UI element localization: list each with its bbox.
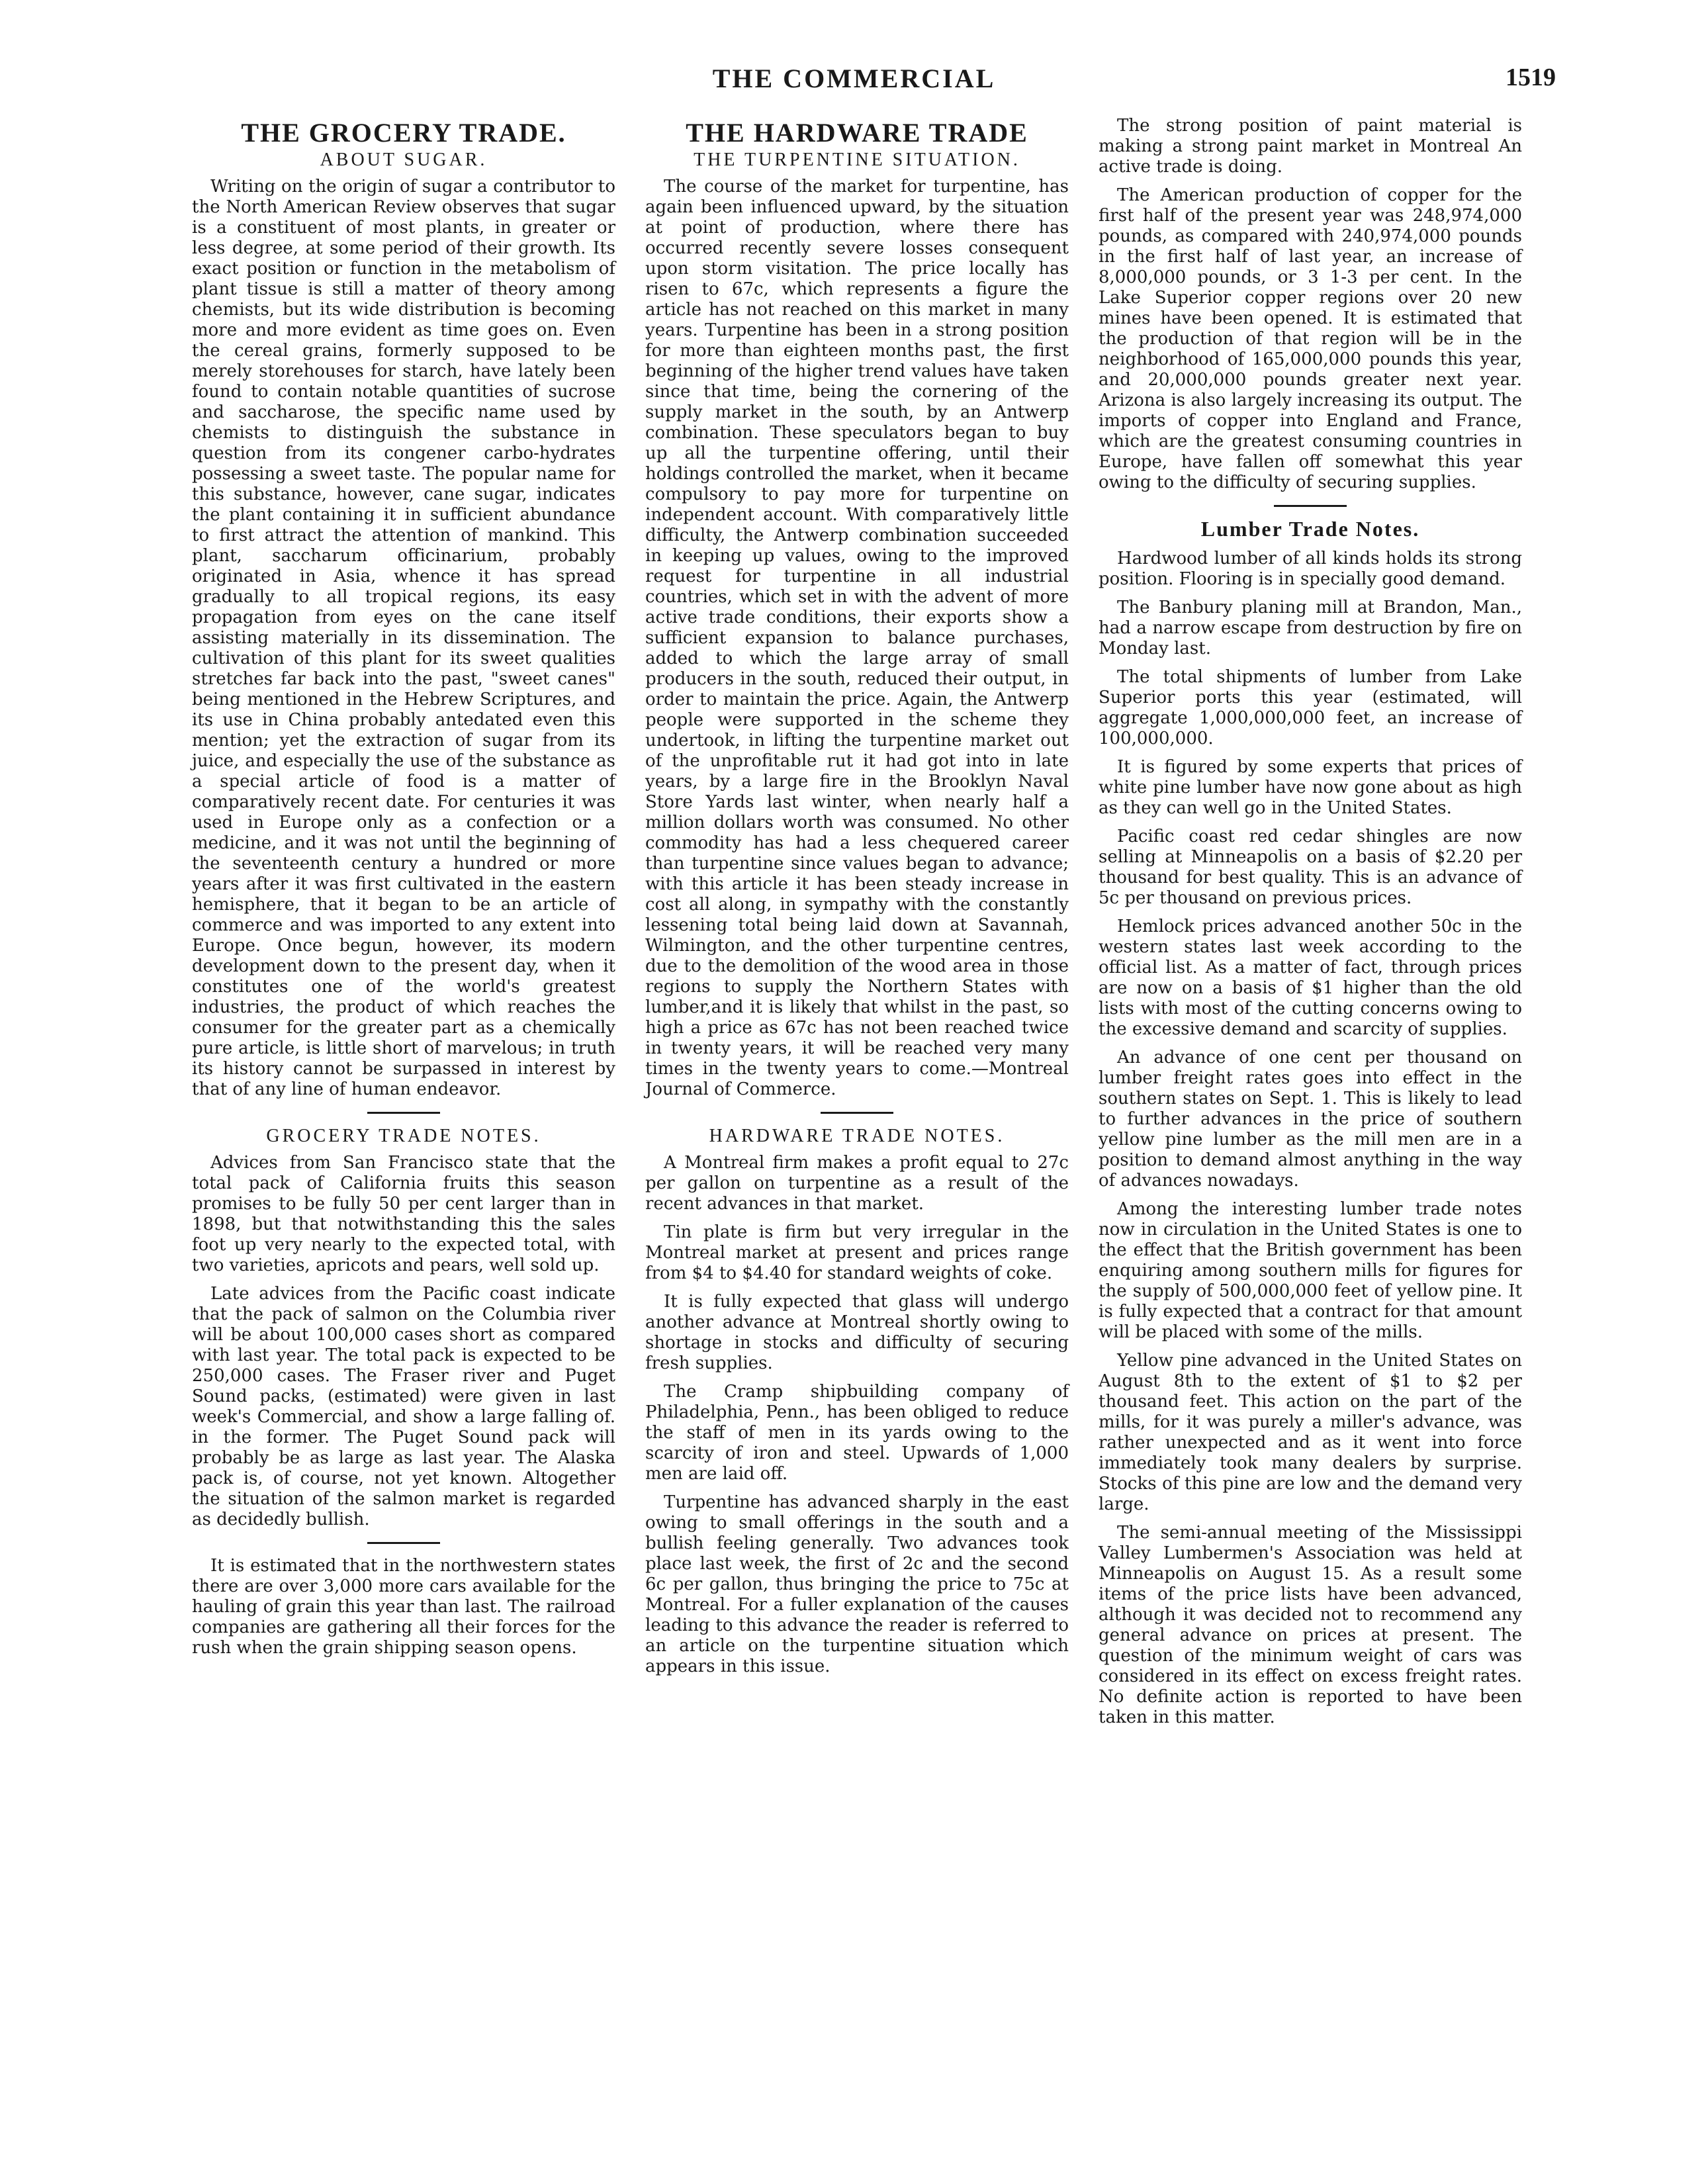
column-1 <box>192 116 615 1736</box>
section-divider <box>367 1542 440 1544</box>
running-head <box>0 63 1708 103</box>
article-paragraph: The total shipments of lumber from Lake Superior ports this year (estimated, will aggregate 1,000,000,000 feet, an increase of 100,000,000. <box>1099 667 1522 748</box>
masthead: THE COMMERCIAL <box>712 64 996 93</box>
department-heading: THE HARDWARE TRADE <box>686 118 1028 148</box>
article-paragraph: An advance of one cent per thousand on lumber freight rates goes into effect in the southern states on Sept. 1. This is likely to lead to further advances in the price of southern yellow pine lumber as the mill men are in a position to demand almost anything in the way of advances nowadays. <box>1099 1048 1522 1191</box>
article-paragraph: Among the interesting lumber trade notes now in circulation in the United States is one to the effect that the British government has been enquiring among southern mills for figures for the supply of 500,000,000 feet of yellow pine. It is fully expected that a contract for that amount will be placed with some of the mills. <box>1099 1199 1522 1342</box>
section-divider <box>821 1112 893 1114</box>
article-paragraph: The course of the market for turpentine, has again been influenced upward, by the situation at point of production, where there has occurred recently severe losses consequent upon storm visitation. The price locally has risen to 67c, which represents a figure the article has not reached on this market in many years. Turpentine has been in a strong position for more than eighteen months past, the first beginning of the higher trend values have taken since that time, being the cornering of the supply market in the south, by an Antwerp combination. These speculators began to buy up all the turpentine offering, until their holdings controlled the market, when it became compulsory to pay more for turpentine on independent account. With comparatively little difficulty, the Antwerp combination succeeded in keeping up values, owing to the improved request for turpentine in all industrial countries, which set in with the advent of more active trade conditions, their exports show a sufficient expansion to balance purchases, added to which the large array of small producers in the south, reduced their output, in order to maintain the price. Again, the Antwerp people were supported in the scheme they undertook, in lifting the turpentine market out of the unprofitable rut it had got into in late years, by a large fire in the Brooklyn Naval Store Yards last winter, when nearly half a million dollars worth was consumed. No other commodity has had a less chequered career than turpentine since values began to advance; with this article it has been steady increase in cost all along, in sympathy with the constantly lessening total being laid down at Savannah, Wilmington, and the other turpentine centres, due to the demolition of the wood area in those regions to supply the Northern States with lumber,and it is likely that whilst in the past, so high a price as 67c has not been reached twice in twenty years, it will be reached very many times in the twenty years to come.—Montreal Journal of Commerce. <box>645 177 1069 1099</box>
article-paragraph: Turpentine has advanced sharply in the east owing to small offerings in the south and a bullish feeling generally. Two advances took place last week, the first of 2c and the second 6c per gallon, thus bringing the price to 75c at Montreal. For a fuller explanation of the causes leading to this advance the reader is referred to an article on the turpentine situation which appears in this issue. <box>645 1492 1069 1676</box>
article-paragraph: It is estimated that in the northwestern states there are over 3,000 more cars available for the hauling of grain this year than last. The railroad companies are gathering all their forces for the rush when the grain shipping season opens. <box>192 1556 615 1658</box>
article-paragraph: It is fully expected that glass will undergo another advance at Montreal shortly owing to shortage in stocks and difficulty of securing fresh supplies. <box>645 1292 1069 1373</box>
article-paragraph: Hemlock prices advanced another 50c in the western states last week according to the official list. As a matter of fact, through prices are now on a basis of $1 higher than the old lists with most of the cutting concerns owing to the excessive demand and scarcity of supplies. <box>1099 917 1522 1039</box>
page-number: 1519 <box>1506 64 1556 91</box>
article-paragraph: Writing on the origin of sugar a contributor to the North American Review observes that sugar is a constituent of most plants, in greater or less degree, at some period of their growth. Its exact position or function in the metabolism of plant tissue is still a matter of theory among chemists, but its wide distribution is becoming more and more evident as time goes on. Even the cereal grains, formerly supposed to be merely storehouses for starch, have lately been found to contain notable quantities of sucrose and saccharose, the specific name used by chemists to distinguish the substance in question from its congener carbo-hydrates possessing a sweet taste. The popular name for this substance, however, cane sugar, indicates the plant containing it in sufficient abundance to first attract the attention of mankind. This plant, saccharum officinarium, probably originated in Asia, whence it has spread gradually to all tropical regions, its easy propagation from eyes on the cane itself assisting materially in its dissemination. The cultivation of this plant for its sweet qualities stretches far back into the past, "sweet canes" being mentioned in the Hebrew Scriptures, and its use in China probably antedated even this mention; yet the extraction of sugar from its juice, and especially the use of the substance as a special article of food is a matter of comparatively recent date. For centuries it was used in Europe only as a confection or a medicine, and it was not until the beginning of the seventeenth century a hundred or more years after it was first cultivated in the eastern hemisphere, that it began to be an article of commerce and was imported to any extent into Europe. Once begun, however, its modern development down to the present day, when it constitutes one of the world's greatest industries, the product of which reaches the consumer for the greater part as a chemically pure article, is little short of marvelous; in truth its history cannot be surpassed in interest by that of any line of human endeavor. <box>192 177 615 1099</box>
section-subheading: Lumber Trade Notes. <box>1200 517 1420 541</box>
section-divider <box>367 1112 440 1114</box>
article-paragraph: Tin plate is firm but very irregular in the Montreal market at present and prices range from $4 to $4.40 for standard weights of coke. <box>645 1222 1069 1283</box>
article-paragraph: Hardwood lumber of all kinds holds its strong position. Flooring is in specially good demand. <box>1099 549 1522 589</box>
article-paragraph: Yellow pine advanced in the United States on August 8th to the extent of $1 to $2 per thousand feet. This action on the part of the mills, for it was purely a miller's advance, was rather unexpected and as it went into force immediately took many dealers by surprise. Stocks of this pine are low and the demand very large. <box>1099 1351 1522 1514</box>
article-paragraph: Late advices from the Pacific coast indicate that the pack of salmon on the Columbia river will be about 100,000 cases short as compared with last year. The total pack is expected to be 250,000 cases. The Fraser river and Puget Sound packs, (estimated) were given in last week's Commercial, and show a large falling of. in the former. The Puget Sound pack will probably be as large as last year. The Alaska pack is, of course, not yet known. Altogether the situation of the salmon market is regarded as decidedly bullish. <box>192 1284 615 1529</box>
column-3 <box>1099 116 1522 1736</box>
column-2 <box>645 116 1069 1736</box>
section-subheading: GROCERY TRADE NOTES. <box>266 1126 541 1146</box>
article-paragraph: The Cramp shipbuilding company of Philadelphia, Penn., has been obliged to reduce the staff of men in its yards owing to the scarcity of iron and steel. Upwards of 1,000 men are laid off. <box>645 1382 1069 1484</box>
section-subheading: THE TURPENTINE SITUATION. <box>694 150 1020 170</box>
article-paragraph: The American production of copper for the first half of the present year was 248,974,000 pounds, as compared with 240,974,000 pounds in the first half of last year, an increase of 8,000,000 pounds, or 3 1-3 per cent. In the Lake Superior copper regions over 20 new mines have been opened. It is estimated that the production of that region will be in the neighborhood of 165,000,000 pounds this year, and 20,000,000 pounds greater next year. Arizona is also largely increasing its output. The imports of copper into England and France, which are the greatest consuming countries in Europe, have fallen off somewhat this year owing to the difficulty of securing supplies. <box>1099 185 1522 492</box>
article-paragraph: Pacific coast red cedar shingles are now selling at Minneapolis on a basis of $2.20 per thousand for best quality. This is an advance of 5c per thousand on previous prices. <box>1099 827 1522 908</box>
article-paragraph: The strong position of paint material is making a strong paint market in Montreal An active trade is doing. <box>1099 116 1522 177</box>
article-paragraph: The Banbury planing mill at Brandon, Man., had a narrow escape from destruction by fire on Monday last. <box>1099 598 1522 658</box>
section-divider <box>1274 505 1347 507</box>
section-subheading: HARDWARE TRADE NOTES. <box>709 1126 1005 1146</box>
article-paragraph: It is figured by some experts that prices of white pine lumber have now gone about as high as they can well go in the United States. <box>1099 757 1522 818</box>
article-columns <box>192 116 1522 1736</box>
article-paragraph: Advices from San Francisco state that the total pack of California fruits this season promises to be fully 50 per cent larger than in 1898, but that notwithstanding this the sales foot up very nearly to the expected total, with two varieties, apricots and pears, well sold up. <box>192 1153 615 1275</box>
section-subheading: ABOUT SUGAR. <box>320 150 488 170</box>
article-paragraph: A Montreal firm makes a profit equal to 27c per gallon on turpentine as a result of the recent advances in that market. <box>645 1153 1069 1214</box>
article-paragraph: The semi-annual meeting of the Mississippi Valley Lumbermen's Association was held at Minneapolis on August 15. As a result some items of the price lists have been advanced, although it was decided not to recommend any general advance on prices at present. The question of the minimum weight of cars was considered in its effect on excess freight rates. No definite action is reported to have been taken in this matter. <box>1099 1523 1522 1727</box>
department-heading: THE GROCERY TRADE. <box>241 118 566 148</box>
